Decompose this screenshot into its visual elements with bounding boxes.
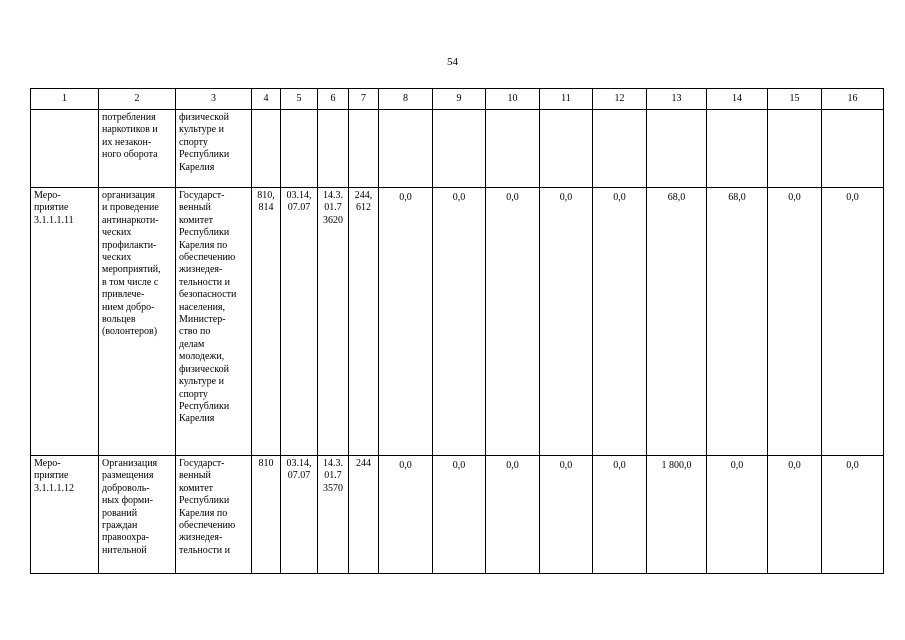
measure-cell (31, 110, 99, 188)
value-cell-col-14: 0,0 (707, 456, 768, 574)
description-cell: Организация размещения доброволь- ных форми- рований граждан правоохра- нительной (99, 456, 176, 574)
header-row (31, 89, 884, 110)
code-6-cell: 14.3. 01.7 3570 (318, 456, 349, 574)
code-5-cell (281, 110, 318, 188)
value-cell-col-9: 0,0 (433, 456, 486, 574)
value-cell-col-9 (433, 110, 486, 188)
measure-cell: Меро- приятие 3.1.1.1.12 (31, 456, 99, 574)
value-cell-col-13: 68,0 (647, 188, 707, 456)
value-cell-col-13 (647, 110, 707, 188)
column-header-9: 9 (433, 89, 486, 110)
column-header-6: 6 (318, 89, 349, 110)
value-cell-col-13: 1 800,0 (647, 456, 707, 574)
table-row (31, 110, 884, 188)
column-header-5: 5 (281, 89, 318, 110)
code-5-cell: 03.14, 07.07 (281, 456, 318, 574)
description-cell: потребления наркотиков и их незакон- ного оборота (99, 110, 176, 188)
column-header-4: 4 (252, 89, 281, 110)
executor-cell: Государст- венный комитет Республики Карелия по обеспечению жизнедея- тельности и (176, 456, 252, 574)
code-4-cell (252, 110, 281, 188)
value-cell-col-15 (768, 110, 822, 188)
value-cell-col-12: 0,0 (593, 456, 647, 574)
code-5-cell: 03.14, 07.07 (281, 188, 318, 456)
code-7-cell (349, 110, 379, 188)
table-row (31, 456, 884, 574)
value-cell-col-11: 0,0 (540, 188, 593, 456)
code-4-cell: 810 (252, 456, 281, 574)
column-header-8: 8 (379, 89, 433, 110)
column-header-13: 13 (647, 89, 707, 110)
value-cell-col-14: 68,0 (707, 188, 768, 456)
code-6-cell: 14.3. 01.7 3620 (318, 188, 349, 456)
column-header-10: 10 (486, 89, 540, 110)
value-cell-col-16: 0,0 (822, 456, 884, 574)
value-cell-col-8 (379, 110, 433, 188)
description-cell: организация и проведение антинаркоти- ческих профилакти- ческих мероприятий, в том числе с привлече- нием добро- вольцев (волонтеров) (99, 188, 176, 456)
value-cell-col-14 (707, 110, 768, 188)
value-cell-col-8: 0,0 (379, 456, 433, 574)
value-cell-col-15: 0,0 (768, 188, 822, 456)
column-header-15: 15 (768, 89, 822, 110)
executor-cell: Государст- венный комитет Республики Карелия по обеспечению жизнедея- тельности и безопасности населения, Министер- ство по делам молодежи, физической культуре и спорту Республики Карелия (176, 188, 252, 456)
value-cell-col-10: 0,0 (486, 188, 540, 456)
page-number: 54 (447, 56, 458, 68)
column-header-12: 12 (593, 89, 647, 110)
value-cell-col-11: 0,0 (540, 456, 593, 574)
value-cell-col-16: 0,0 (822, 188, 884, 456)
executor-cell: физической культуре и спорту Республики Карелия (176, 110, 252, 188)
code-6-cell (318, 110, 349, 188)
value-cell-col-15: 0,0 (768, 456, 822, 574)
column-header-7: 7 (349, 89, 379, 110)
value-cell-col-8: 0,0 (379, 188, 433, 456)
column-header-3: 3 (176, 89, 252, 110)
column-header-11: 11 (540, 89, 593, 110)
value-cell-col-12: 0,0 (593, 188, 647, 456)
measure-cell: Меро- приятие 3.1.1.1.11 (31, 188, 99, 456)
value-cell-col-11 (540, 110, 593, 188)
column-header-2: 2 (99, 89, 176, 110)
code-7-cell: 244 (349, 456, 379, 574)
value-cell-col-12 (593, 110, 647, 188)
code-7-cell: 244, 612 (349, 188, 379, 456)
column-header-14: 14 (707, 89, 768, 110)
column-header-1: 1 (31, 89, 99, 110)
table-row (31, 188, 884, 456)
value-cell-col-9: 0,0 (433, 188, 486, 456)
value-cell-col-10 (486, 110, 540, 188)
value-cell-col-16 (822, 110, 884, 188)
column-header-16: 16 (822, 89, 884, 110)
value-cell-col-10: 0,0 (486, 456, 540, 574)
budget-table (30, 88, 884, 574)
code-4-cell: 810, 814 (252, 188, 281, 456)
